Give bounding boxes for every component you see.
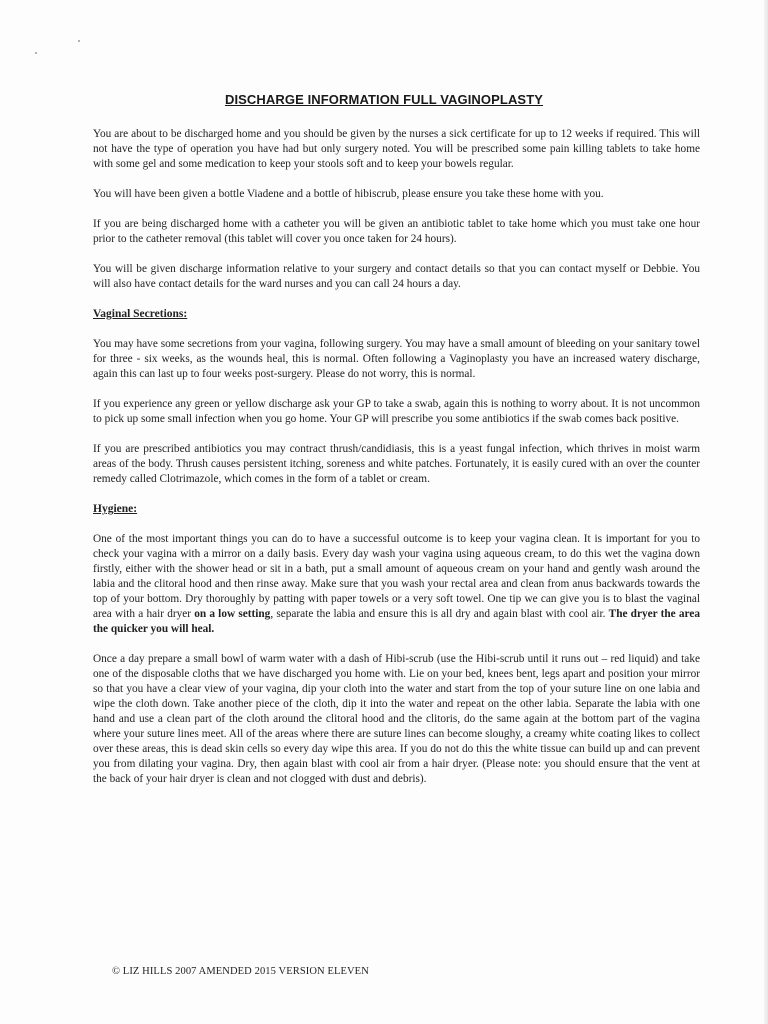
page-title: DISCHARGE INFORMATION FULL VAGINOPLASTY — [224, 92, 544, 107]
paragraph-text: One of the most important things you can do to have a successful outcome is to keep your vagina clean. It is important for you to check your vagina with a mirror on a daily basis. Every day wash your vagina using aqueous cream, to do this wet the vagina down firstly, either with the shower head or sit in a bath, put a small amount of aqueous cream on your hand and gently wash around the labia and the clitoral hood and then rinse away. Make sure that you wash your rectal area and clean from anus backwards towards the top of your bottom. Dry thoroughly by patting with paper towels or a very soft towel. One tip we can give you is to blast the vaginal area with a hair dryer — [93, 533, 700, 620]
paragraph: If you experience any green or yellow discharge ask your GP to take a swab, again this is nothing to worry about. It is not uncommon to pick up some small infection when you go home. Your GP will prescribe you some antibiotics if the swab comes back positive. — [93, 398, 700, 425]
copyright-footer: © LIZ HILLS 2007 AMENDED 2015 VERSION ELEVEN — [112, 966, 369, 977]
bold-text: on a low setting — [194, 608, 271, 620]
paragraph: You will be given discharge information relative to your surgery and contact details so that you can contact myself or Debbie. You will also have contact details for the ward nurses and you can call 24 hours a day. — [93, 263, 700, 290]
paragraph: If you are being discharged home with a catheter you will be given an antibiotic tablet to take home which you must take one hour prior to the catheter removal (this tablet will cover you once taken for 24 hours). — [93, 218, 700, 245]
section-heading-vaginal-secretions: Vaginal Secretions: — [93, 308, 188, 320]
section-heading-hygiene: Hygiene: — [93, 503, 138, 515]
bold-text: The dryer the area the quicker you will heal. — [93, 608, 700, 635]
scan-speck — [35, 52, 37, 54]
paragraph: You may have some secretions from your vagina, following surgery. You may have a small amount of bleeding on your sanitary towel for three - six weeks, as the wounds heal, this is normal. Often following a Vaginoplasty you have an increased watery discharge, again this can last up to four weeks post-surgery. Please do not worry, this is normal. — [93, 338, 700, 380]
paragraph: Once a day prepare a small bowl of warm water with a dash of Hibi-scrub (use the Hibi-scrub until it runs out – red liquid) and take one of the disposable cloths that we have discharged you home with. Lie on your bed, knees bent, legs apart and position your mirror so that you have a clear view of your vagina, dip your cloth into the water and start from the top of your suture line on one labia and wipe the cloth down. Take another piece of the cloth, dip it into the water and repeat on the other labia. Separate the labia with one hand and use a clean part of the cloth around the clitoral hood and the clitoris, do the same again at the bottom part of the vagina where your suture lines meet. All of the areas where there are suture lines can become sloughy, a creamy white coating likes to collect over these areas, this is dead skin cells so every day wipe this area. If you do not do this the white tissue can build up and can prevent you from dilating your vagina. Dry, then again blast with cool air from a hair dryer. (Please note: you should ensure that the vent at the back of your hair dryer is clean and not clogged with dust and debris). — [93, 653, 700, 785]
document-body — [93, 127, 700, 802]
paragraph — [93, 532, 700, 637]
paragraph: You are about to be discharged home and you should be given by the nurses a sick certificate for up to 12 weeks if required. This will not have the type of operation you have had but only surgery noted. You will be prescribed some pain killing tablets to take home with some gel and some medication to keep your stools soft and to keep your bowels regular. — [93, 128, 700, 170]
paragraph: If you are prescribed antibiotics you may contract thrush/candidiasis, this is a yeast fungal infection, which thrives in moist warm areas of the body. Thrush causes persistent itching, soreness and white patches. Fortunately, it is easily cured with an over the counter remedy called Clotrimazole, which comes in the form of a tablet or cream. — [93, 443, 700, 485]
paragraph: You will have been given a bottle Viadene and a bottle of hibiscrub, please ensure you take these home with you. — [93, 188, 604, 200]
paragraph-text: , separate the labia and ensure this is all dry and again blast with cool air. — [270, 608, 609, 620]
scan-speck — [78, 40, 80, 42]
page-edge — [764, 0, 768, 1024]
